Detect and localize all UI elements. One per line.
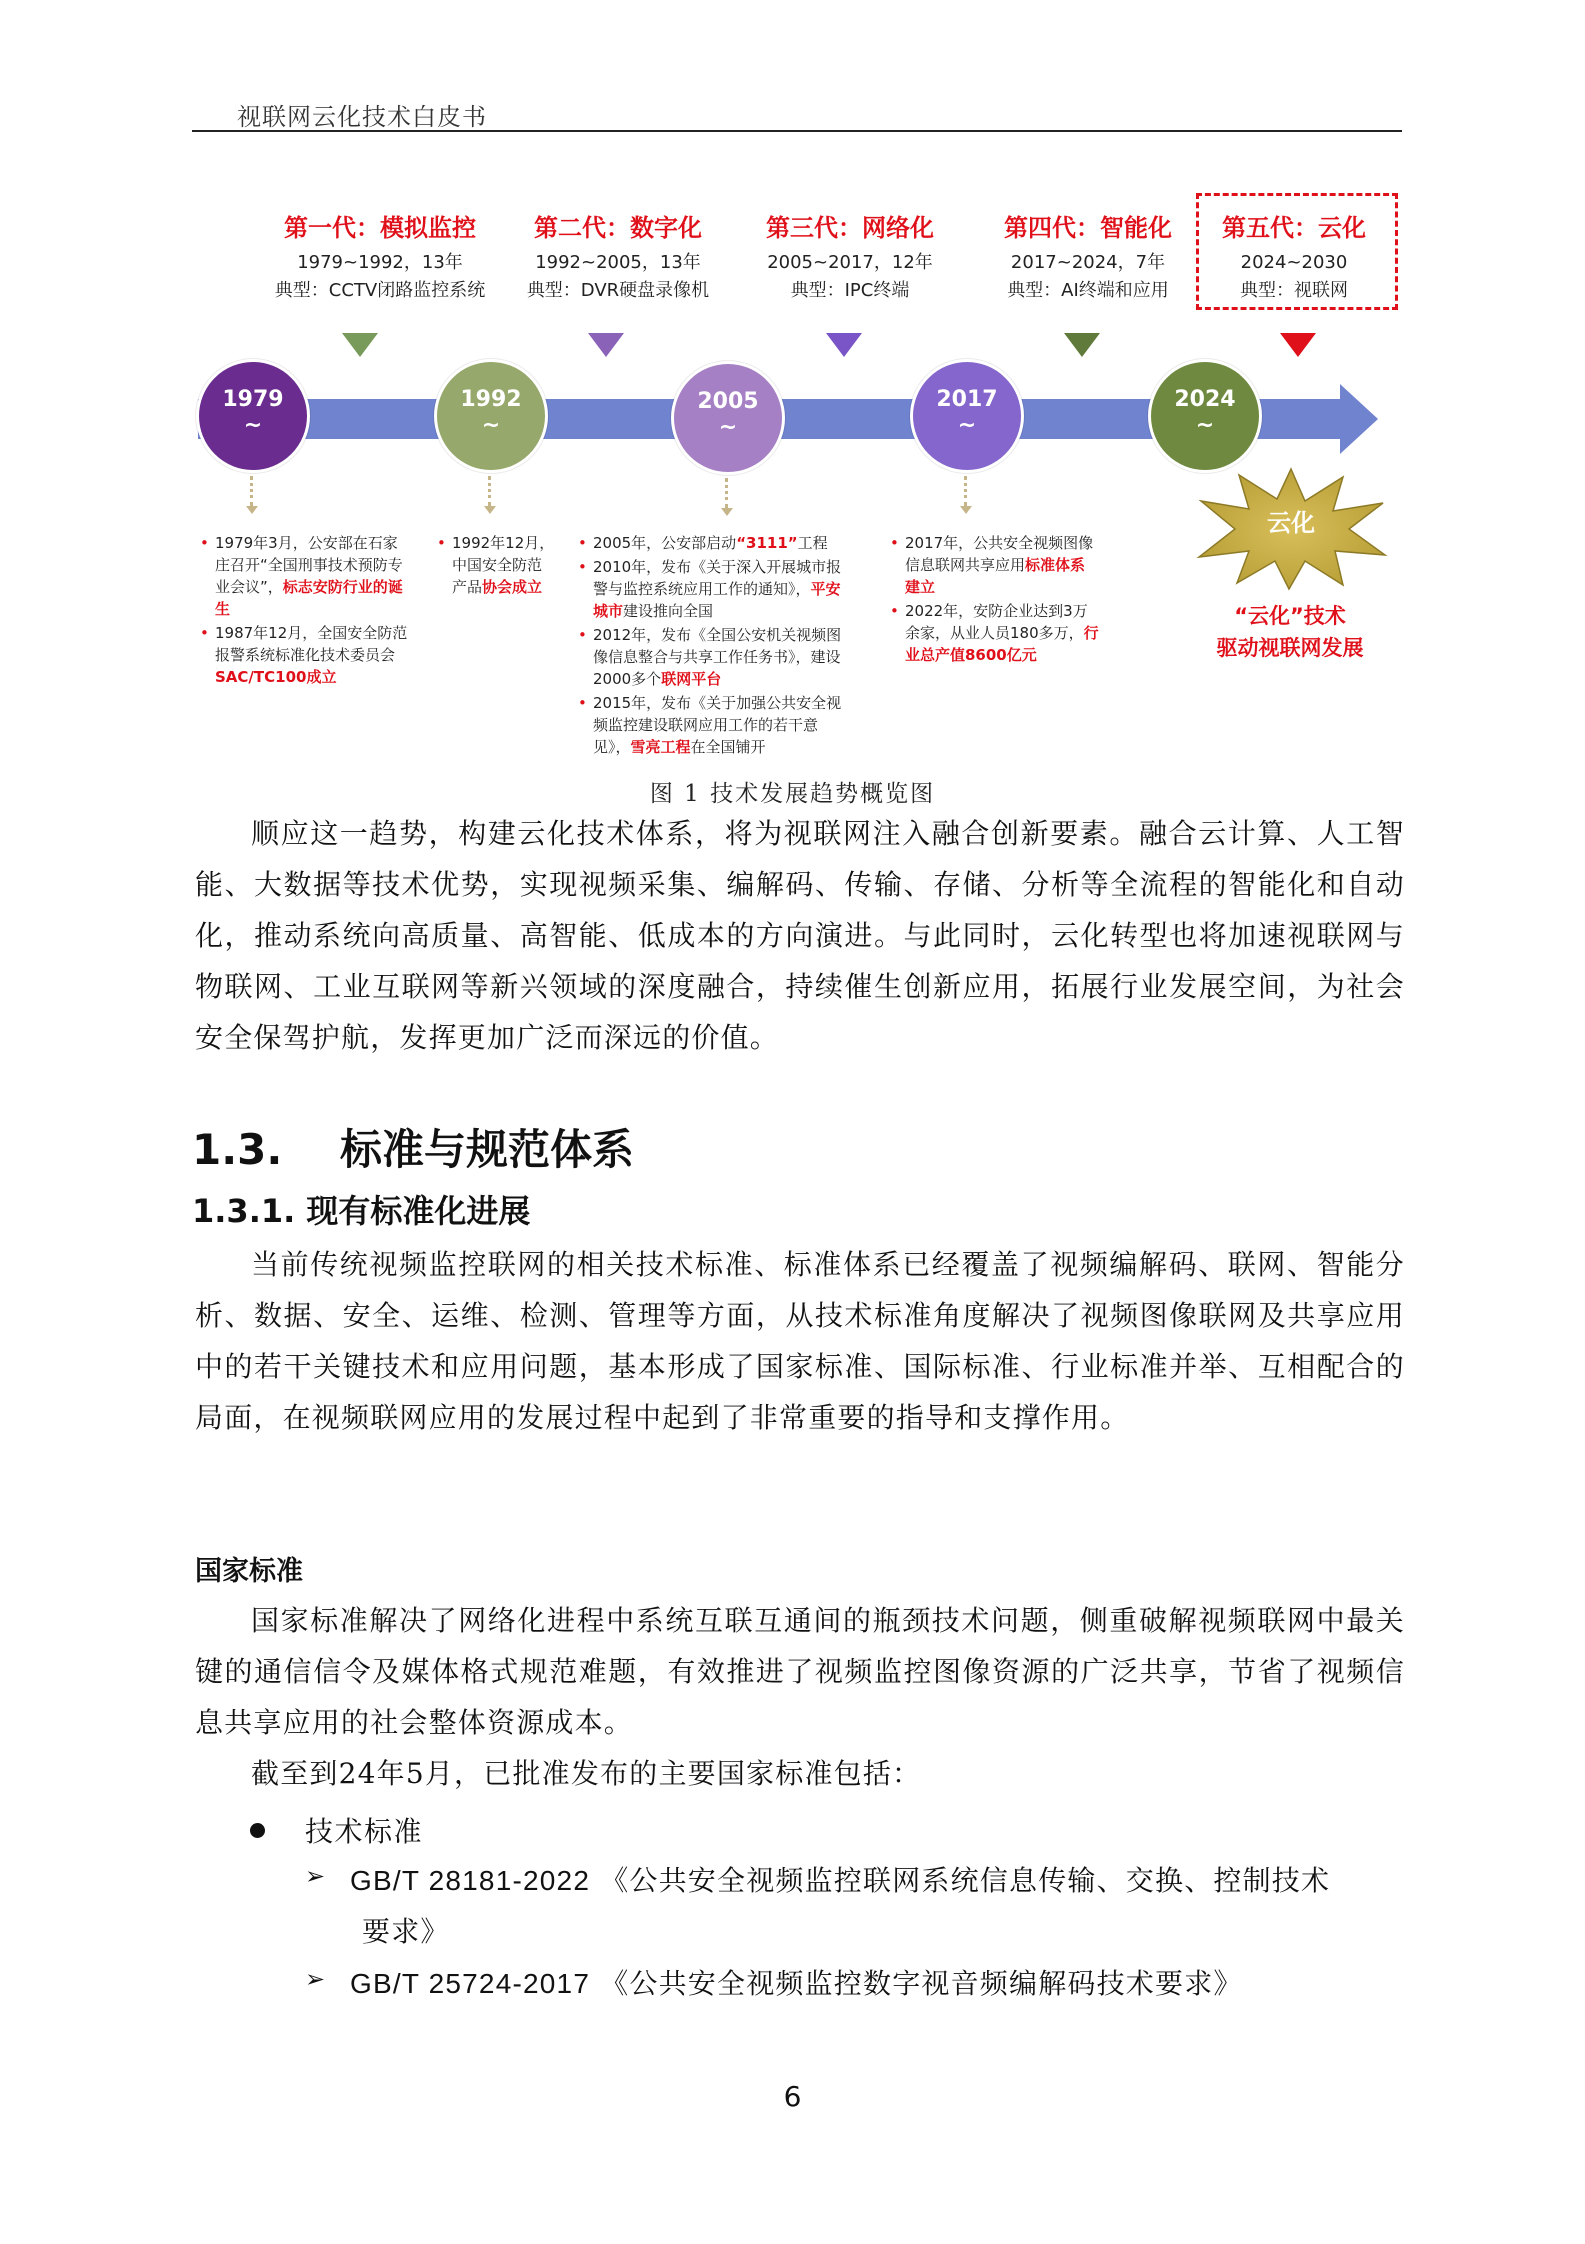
- generation-3: [720, 208, 980, 305]
- year-node: [1148, 359, 1262, 473]
- note-text: 2005年，公安部启动: [593, 534, 737, 552]
- timeline-figure: [190, 180, 1405, 780]
- national-standards-heading: 国家标准: [195, 1556, 303, 1587]
- national-paragraph: 国家标准解决了网络化进程中系统互联互通间的瓶颈技术问题，侧重破解视频联网中最关键的通信信令及媒体格式规范难题，有效推进了视频监控图像资源的广泛共享，节省了视频信息共享应用的社会整体资源成本。: [195, 1604, 1405, 1739]
- generation-period: 1979~1992，13年: [297, 252, 463, 273]
- year-tilde: ~: [957, 413, 977, 438]
- note-item: [200, 622, 410, 688]
- note-item: [437, 532, 555, 598]
- subsection-paragraph: 当前传统视频监控联网的相关技术标准、标准体系已经覆盖了视频编解码、联网、智能分析、数据、安全、运维、检测、管理等方面，从技术标准角度解决了视频图像联网及共享应用中的若干关键技术和应用问题，基本形成了国家标准、国际标准、行业标准并举、互相配合的局面，在视频联网应用的发展过程中起到了非常重要的指导和支撑作用。: [195, 1248, 1405, 1434]
- note-item: [200, 532, 410, 620]
- generation-marker: [826, 333, 862, 357]
- generation-title: 第五代：云化: [1222, 214, 1366, 242]
- standard-code: GB/T 25724-2017: [350, 1968, 591, 1999]
- note-item: [578, 556, 846, 622]
- cloud-badge: 云化: [1267, 509, 1315, 537]
- year-tilde: ~: [481, 413, 501, 438]
- note-text: 1979年3月，公安部在石家庄召开“全国刑事技术预防专业会议”，: [215, 534, 403, 596]
- year-tilde: ~: [718, 415, 738, 440]
- note-highlight: 标志安防行业的诞生: [215, 578, 403, 618]
- note-text-after: 建设推向全国: [623, 602, 714, 620]
- generation-marker: [588, 333, 624, 357]
- note-item: [890, 600, 1100, 666]
- generation-2: [488, 208, 748, 305]
- section-title: 标准与规范体系: [340, 1125, 635, 1174]
- note-text: 1992年12月，中国安全防范产品: [452, 534, 555, 596]
- note-item: [890, 532, 1100, 598]
- standard-code: GB/T 28181-2022: [350, 1865, 591, 1896]
- year-tilde: ~: [1195, 413, 1215, 438]
- connector-tip: [484, 506, 496, 514]
- note-text-after: 在全国铺开: [690, 738, 766, 756]
- note-highlight: 行业总产值8600亿元: [905, 624, 1099, 664]
- note-item: [578, 532, 846, 554]
- note-highlight: 平安城市: [593, 580, 841, 620]
- year-label: 1992: [460, 387, 522, 412]
- year-label: 2005: [697, 389, 759, 414]
- note-text: 2010年，发布《关于深入开展城市报警与监控系统应用工作的通知》，: [593, 558, 842, 598]
- standard-name: 《公共安全视频监控联网系统信息传输、交换、控制技术: [600, 1864, 1331, 1897]
- generation-marker: [1280, 333, 1316, 357]
- note-text: 2012年，发布《全国公安机关视频图像信息整合与共享工作任务书》，建设2000多个: [593, 626, 842, 688]
- note-item: [578, 624, 846, 690]
- note-highlight: 协会成立: [482, 578, 543, 596]
- generation-typical: 典型：视联网: [1240, 280, 1348, 301]
- generation-5: [1164, 208, 1424, 305]
- connector: [250, 476, 253, 506]
- note-item: [578, 692, 846, 758]
- note-text: 2022年，安防企业达到3万余家，从业人员180多万，: [905, 602, 1088, 642]
- standard-item: [350, 1855, 1405, 1906]
- note-highlight: 雪亮工程: [630, 738, 691, 756]
- standard-item-continuation: 要求》: [362, 1915, 450, 1948]
- running-header: 视联网云化技术白皮书: [237, 103, 487, 131]
- connector: [725, 478, 728, 508]
- year-node: [671, 361, 785, 475]
- bullet-dot-icon: [250, 1823, 265, 1838]
- connector-tip: [246, 506, 258, 514]
- year-label: 1979: [222, 387, 284, 412]
- generation-title: 第二代：数字化: [534, 214, 702, 242]
- note-highlight: “3111”: [736, 534, 798, 552]
- cloud-caption-line1: “云化”技术: [1234, 604, 1346, 628]
- notes-gen2: [437, 532, 555, 600]
- year-node: [910, 359, 1024, 473]
- connector-tip: [960, 506, 972, 514]
- year-label: 2017: [936, 387, 998, 412]
- generation-1: [250, 208, 510, 305]
- generation-typical: 典型：IPC终端: [790, 280, 910, 301]
- figure-caption: 图 1 技术发展趋势概览图: [649, 781, 936, 807]
- note-text: 1987年12月，全国安全防范报警系统标准化技术委员会: [215, 624, 408, 664]
- notes-gen4: [890, 532, 1100, 668]
- generation-title: 第一代：模拟监控: [284, 214, 476, 242]
- generation-period: 1992~2005，13年: [535, 252, 701, 273]
- note-highlight: SAC/TC100成立: [215, 668, 337, 686]
- standard-name: 《公共安全视频监控数字视音频编解码技术要求》: [600, 1967, 1243, 2000]
- note-text: 2015年，发布《关于加强公共安全视频监控建设联网应用工作的若干意见》，: [593, 694, 842, 756]
- connector: [964, 476, 967, 506]
- generation-title: 第四代：智能化: [1004, 214, 1172, 242]
- arrow-bullet-icon: ➢: [305, 1965, 326, 1993]
- connector: [488, 476, 491, 506]
- year-label: 2024: [1174, 387, 1236, 412]
- generation-marker: [342, 333, 378, 357]
- notes-gen3: [578, 532, 846, 760]
- notes-gen1: [200, 532, 410, 690]
- cloud-caption: [1165, 600, 1415, 664]
- note-highlight: 标准体系建立: [905, 556, 1086, 596]
- arrow-bullet-icon: ➢: [305, 1862, 326, 1890]
- generation-period: 2024~2030: [1240, 252, 1348, 273]
- note-text-after: 工程: [797, 534, 828, 552]
- bullet-label: 技术标准: [305, 1815, 424, 1848]
- generation-title: 第三代：网络化: [766, 214, 934, 242]
- connector-tip: [721, 508, 733, 516]
- standard-item: [350, 1958, 1405, 2009]
- generation-period: 2017~2024，7年: [1010, 252, 1166, 273]
- year-node: [434, 359, 548, 473]
- section-number: 1.3.: [192, 1125, 283, 1174]
- timeline-arrow-head: [1340, 384, 1378, 454]
- note-highlight: 联网平台: [661, 670, 722, 688]
- generation-typical: 典型：AI终端和应用: [1007, 280, 1169, 301]
- note-text: 2017年，公共安全视频图像信息联网共享应用: [905, 534, 1094, 574]
- header-rule: [192, 130, 1402, 132]
- generation-typical: 典型：CCTV闭路监控系统: [274, 280, 486, 301]
- intro-paragraph: 顺应这一趋势，构建云化技术体系，将为视联网注入融合创新要素。融合云计算、人工智能、大数据等技术优势，实现视频采集、编解码、传输、存储、分析等全流程的智能化和自动化，推动系统向高质量、高智能、低成本的方向演进。与此同时，云化转型也将加速视联网与物联网、工业互联网等新兴领域的深度融合，持续催生创新应用，拓展行业发展空间，为社会安全保驾护航，发挥更加广泛而深远的价值。: [195, 817, 1405, 1054]
- year-node: [196, 359, 310, 473]
- as-of-line: 截至到24年5月，已批准发布的主要国家标准包括：: [251, 1757, 922, 1790]
- generation-period: 2005~2017，12年: [767, 252, 933, 273]
- generation-marker: [1064, 333, 1100, 357]
- section-heading: [192, 1117, 634, 1177]
- cloud-caption-line2: 驱动视联网发展: [1216, 636, 1364, 660]
- generation-typical: 典型：DVR硬盘录像机: [526, 280, 710, 301]
- subsection-heading: 1.3.1. 现有标准化进展: [192, 1192, 531, 1230]
- page-number: 6: [783, 2080, 802, 2113]
- year-tilde: ~: [243, 413, 263, 438]
